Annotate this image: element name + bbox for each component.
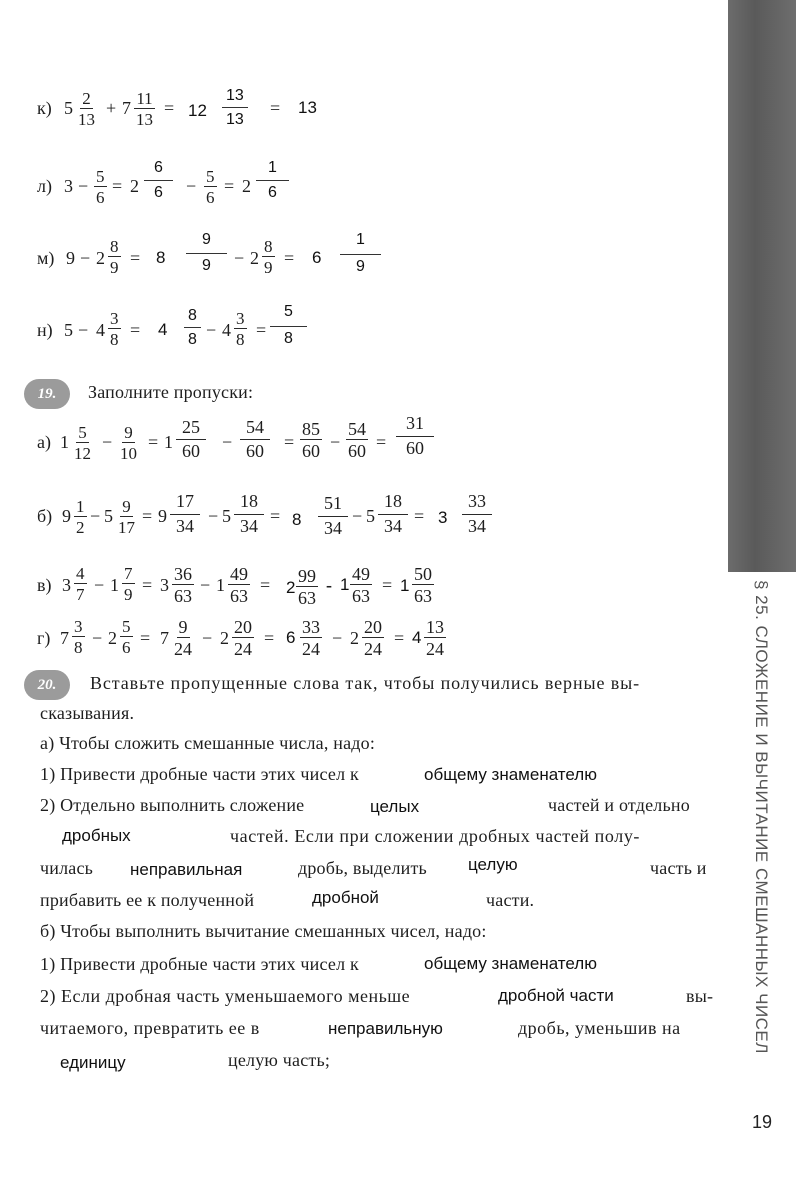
fraction xyxy=(256,160,289,201)
denominator: 63 xyxy=(414,586,432,606)
numerator: 18 xyxy=(234,492,264,515)
math-token: = xyxy=(164,98,175,118)
fraction xyxy=(108,238,121,276)
numerator: 51 xyxy=(318,494,348,517)
fraction xyxy=(300,618,322,658)
math-token: 3 xyxy=(62,575,71,595)
denominator: 24 xyxy=(426,639,444,659)
ex20-b2-start: 2) Если дробная часть уменьшаемого меньше xyxy=(40,986,411,1006)
denominator: 6 xyxy=(206,188,215,207)
fraction xyxy=(378,492,408,535)
page-number: 19 xyxy=(752,1112,773,1132)
numerator: 25 xyxy=(176,418,206,440)
numerator: 13 xyxy=(426,617,444,637)
ex20-a2-fill3: неправильная xyxy=(130,860,243,879)
denominator: 24 xyxy=(174,639,192,659)
math-token: 5 xyxy=(104,506,113,526)
math-token: = xyxy=(394,628,405,648)
numerator: 3 xyxy=(236,309,245,328)
denominator: 34 xyxy=(468,516,486,536)
numerator: 1 xyxy=(340,232,381,255)
handwritten-answer: 6 xyxy=(286,628,296,647)
fraction xyxy=(204,168,217,206)
math-token: − xyxy=(332,628,343,648)
ex20-b2-l3: целую часть; xyxy=(228,1050,331,1070)
math-token: + xyxy=(106,98,117,118)
denominator: 34 xyxy=(240,516,258,536)
ex20-a2-l3c: часть и xyxy=(650,858,707,878)
math-token: 5 xyxy=(222,506,231,526)
math-token: = xyxy=(284,248,295,268)
fraction xyxy=(144,160,173,201)
math-token: − xyxy=(78,320,89,340)
numerator: 8 xyxy=(110,237,119,256)
fraction xyxy=(222,88,248,128)
fraction xyxy=(462,492,492,535)
denominator: 9 xyxy=(264,258,273,277)
numerator: 4 xyxy=(76,564,85,583)
math-token: 1 xyxy=(164,432,173,452)
numerator: 31 xyxy=(396,414,434,437)
numerator: 1 xyxy=(256,160,289,181)
fraction xyxy=(186,232,227,274)
fraction xyxy=(94,168,107,206)
fraction xyxy=(176,418,206,460)
denominator: 6 xyxy=(96,188,105,207)
math-token: = xyxy=(112,176,123,196)
numerator: 9 xyxy=(178,617,188,637)
fraction xyxy=(74,565,87,603)
numerator: 1 xyxy=(76,497,85,516)
ex20-a2-fill5: дробной xyxy=(312,888,379,907)
math-token: = xyxy=(414,506,425,526)
ex20-b-heading: б) Чтобы выполнить вычитание смешанных чисел, надо: xyxy=(40,921,487,941)
fraction xyxy=(76,90,97,128)
fraction xyxy=(72,618,85,656)
denominator: 34 xyxy=(384,516,402,536)
denominator: 8 xyxy=(110,330,119,349)
math-token: 9 xyxy=(66,248,75,268)
math-token: − xyxy=(102,432,113,452)
math-token: = xyxy=(224,176,235,196)
denominator: 6 xyxy=(122,638,131,657)
ex20-b2-l2b: дробь, уменьшив на xyxy=(518,1018,681,1038)
numerator: 5 xyxy=(78,423,87,442)
math-token: − xyxy=(94,575,105,595)
numerator: 20 xyxy=(234,617,252,637)
denominator: 2 xyxy=(76,518,85,537)
denominator: 12 xyxy=(74,444,91,463)
handwritten-answer: 1 xyxy=(340,575,350,594)
numerator: 2 xyxy=(82,89,91,108)
denominator: 9 xyxy=(110,258,119,277)
math-token: 2 xyxy=(96,248,105,268)
handwritten-answer: 8 xyxy=(156,248,166,267)
math-token: 2 xyxy=(350,628,359,648)
numerator: 33 xyxy=(302,617,320,637)
denominator: 10 xyxy=(120,444,137,463)
ex20-a1-fill: общему знаменателю xyxy=(424,765,597,784)
fraction xyxy=(346,420,368,460)
math-token: 7 xyxy=(160,628,169,648)
math-token: − xyxy=(330,432,341,452)
math-token: − xyxy=(80,248,91,268)
math-token: 5 xyxy=(64,320,73,340)
math-token: в) xyxy=(37,575,52,595)
fraction xyxy=(184,308,201,348)
math-token: н) xyxy=(37,320,53,340)
math-token: б) xyxy=(37,506,53,526)
math-token: 1 xyxy=(60,432,69,452)
numerator: 17 xyxy=(170,492,200,515)
fraction xyxy=(424,618,446,658)
math-token: = xyxy=(382,575,393,595)
fraction xyxy=(396,414,434,457)
math-token: 7 xyxy=(122,98,131,118)
math-token: 2 xyxy=(108,628,117,648)
exercise-19-title: Заполните пропуски: xyxy=(88,382,254,402)
math-token: л) xyxy=(37,176,52,196)
math-token: = xyxy=(148,432,159,452)
denominator: 63 xyxy=(352,586,370,606)
denominator: 60 xyxy=(246,441,264,461)
denominator: 63 xyxy=(298,588,316,608)
denominator: 6 xyxy=(154,184,163,201)
denominator: 34 xyxy=(324,518,342,538)
fraction xyxy=(108,310,121,348)
math-token: − xyxy=(352,506,363,526)
fraction xyxy=(262,238,275,276)
numerator: 9 xyxy=(124,423,133,442)
denominator: 13 xyxy=(226,111,244,128)
math-token: − xyxy=(222,432,233,452)
fraction xyxy=(122,565,135,603)
denominator: 63 xyxy=(174,586,192,606)
numerator: 5 xyxy=(206,167,215,186)
fraction xyxy=(296,567,318,607)
math-token: = xyxy=(142,575,153,595)
ex20-a-heading: а) Чтобы сложить смешанные числа, надо: xyxy=(40,733,376,753)
denominator: 13 xyxy=(136,110,153,129)
denominator: 24 xyxy=(302,639,320,659)
numerator: 99 xyxy=(298,566,316,586)
math-token: 2 xyxy=(130,176,139,196)
handwritten-answer: 12 xyxy=(188,101,207,120)
math-token: − xyxy=(78,176,89,196)
fraction xyxy=(300,420,322,460)
handwritten-answer: 3 xyxy=(438,508,448,527)
handwritten-answer: 2 xyxy=(286,578,296,597)
fraction xyxy=(234,310,247,348)
ex20-a2-cont: частей. Если при сложении дробных частей полу- xyxy=(230,826,641,846)
ex20-a2-start: 2) Отдельно выполнить сложение xyxy=(40,795,305,815)
math-token: 5 xyxy=(64,98,73,118)
fraction xyxy=(134,90,155,128)
fraction xyxy=(74,498,87,536)
math-token: 2 xyxy=(242,176,251,196)
math-token: 9 xyxy=(62,506,71,526)
math-token: 1 xyxy=(216,575,225,595)
exercise-20-badge: 20. xyxy=(24,670,70,700)
numerator: 49 xyxy=(230,564,248,584)
handwritten-answer: 13 xyxy=(298,98,317,117)
handwritten-answer: 6 xyxy=(312,248,322,267)
ex20-b1-text: 1) Привести дробные части этих чисел к xyxy=(40,954,359,974)
numerator: 33 xyxy=(462,492,492,515)
numerator: 49 xyxy=(352,564,370,584)
numerator: 18 xyxy=(378,492,408,515)
math-token: 5 xyxy=(366,506,375,526)
ex20-b2-fill1: дробной части xyxy=(498,986,614,1005)
denominator: 9 xyxy=(202,257,211,274)
numerator: 54 xyxy=(348,419,366,439)
fraction xyxy=(72,424,93,462)
math-token: − xyxy=(202,628,213,648)
fraction xyxy=(172,618,194,658)
denominator: 8 xyxy=(74,638,83,657)
handwritten-answer: 4 xyxy=(412,628,422,647)
denominator: 17 xyxy=(118,518,135,537)
ex20-a2-l4b: части. xyxy=(486,890,535,910)
ex20-b2-fill2: неправильную xyxy=(328,1019,443,1038)
math-token: = xyxy=(130,320,141,340)
ex20-a2-l3a: чилась xyxy=(40,858,94,878)
fraction xyxy=(228,565,250,605)
denominator: 60 xyxy=(348,441,366,461)
ex20-a1-text: 1) Привести дробные части этих чисел к xyxy=(40,764,359,784)
math-token: − xyxy=(234,248,245,268)
numerator: 5 xyxy=(96,167,105,186)
math-token: 1 xyxy=(110,575,119,595)
denominator: 34 xyxy=(176,516,194,536)
math-token: 9 xyxy=(158,506,167,526)
math-token: = xyxy=(142,506,153,526)
numerator: 5 xyxy=(122,617,131,636)
fraction xyxy=(350,565,372,605)
numerator: 20 xyxy=(364,617,382,637)
math-token: = xyxy=(284,432,295,452)
ex20-a2-mid: частей и отдельно xyxy=(548,795,690,815)
numerator: 8 xyxy=(184,308,201,328)
fraction xyxy=(240,418,270,460)
numerator: 7 xyxy=(124,564,133,583)
math-token: − xyxy=(200,575,211,595)
math-token: м) xyxy=(37,248,55,268)
denominator: 24 xyxy=(234,639,252,659)
numerator: 13 xyxy=(222,88,248,108)
denominator: 8 xyxy=(236,330,245,349)
fraction xyxy=(340,232,381,275)
numerator: 85 xyxy=(302,419,320,439)
fraction xyxy=(116,498,137,536)
math-token: = xyxy=(256,320,267,340)
math-token: = xyxy=(264,628,275,648)
math-token: г) xyxy=(37,628,51,648)
ex20-a2-l4a: прибавить ее к полученной xyxy=(40,890,255,910)
ex20-b2-end: вы- xyxy=(686,986,714,1006)
denominator: 9 xyxy=(124,585,133,604)
denominator: 24 xyxy=(364,639,382,659)
math-token: = xyxy=(260,575,271,595)
numerator: 5 xyxy=(270,304,307,327)
math-token: = xyxy=(130,248,141,268)
math-token: − xyxy=(186,176,197,196)
math-token: 7 xyxy=(60,628,69,648)
numerator: 3 xyxy=(74,617,83,636)
math-token: 2 xyxy=(220,628,229,648)
exercise-20-line2: сказывания. xyxy=(40,703,135,723)
fraction xyxy=(120,618,133,656)
denominator: 8 xyxy=(188,331,197,348)
exercise-20-line1: Вставьте пропущенные слова так, чтобы получились верные вы- xyxy=(90,673,641,693)
handwritten-answer: 8 xyxy=(292,510,302,529)
math-token: - xyxy=(326,575,332,595)
sidebar-tab xyxy=(728,0,796,572)
denominator: 9 xyxy=(356,258,365,275)
fraction xyxy=(118,424,139,462)
denominator: 8 xyxy=(284,330,293,347)
numerator: 9 xyxy=(186,232,227,254)
math-token: 4 xyxy=(96,320,105,340)
math-token: 2 xyxy=(250,248,259,268)
fraction xyxy=(234,492,264,535)
math-token: 3 xyxy=(160,575,169,595)
fraction xyxy=(270,304,307,347)
math-token: 3 xyxy=(64,176,73,196)
fraction xyxy=(362,618,384,658)
math-token: − xyxy=(90,506,101,526)
math-token: = xyxy=(270,98,281,118)
denominator: 60 xyxy=(182,441,200,461)
math-token: = xyxy=(140,628,151,648)
math-token: − xyxy=(206,320,217,340)
numerator: 3 xyxy=(110,309,119,328)
fraction xyxy=(318,494,348,537)
denominator: 60 xyxy=(406,438,424,458)
ex20-a2-fill4: целую xyxy=(468,855,518,874)
numerator: 8 xyxy=(264,237,273,256)
math-token: а) xyxy=(37,432,51,452)
ex20-a2-fill1: целых xyxy=(370,797,420,816)
fraction xyxy=(232,618,254,658)
math-token: к) xyxy=(37,98,52,118)
sidebar-chapter-title: § 25. СЛОЖЕНИЕ И ВЫЧИТАНИЕ СМЕШАННЫХ ЧИСЕЛ xyxy=(752,580,771,1054)
denominator: 7 xyxy=(76,585,85,604)
fraction xyxy=(412,565,434,605)
fraction xyxy=(170,492,200,535)
denominator: 6 xyxy=(268,184,277,201)
denominator: 13 xyxy=(78,110,95,129)
numerator: 11 xyxy=(136,89,153,108)
math-token: 4 xyxy=(222,320,231,340)
ex20-b2-l2a: читаемого, превратить ее в xyxy=(40,1018,260,1038)
handwritten-answer: 1 xyxy=(400,576,410,595)
numerator: 36 xyxy=(174,564,192,584)
math-token: − xyxy=(92,628,103,648)
fraction xyxy=(172,565,194,605)
math-token: = xyxy=(376,432,387,452)
ex20-a2-fill2: дробных xyxy=(62,826,131,845)
ex20-a2-l3b: дробь, выделить xyxy=(298,858,427,878)
ex20-b2-fill3: единицу xyxy=(60,1053,126,1072)
numerator: 9 xyxy=(122,497,131,516)
math-token: = xyxy=(270,506,281,526)
ex20-b1-fill: общему знаменателю xyxy=(424,954,597,973)
math-token: − xyxy=(208,506,219,526)
handwritten-answer: 4 xyxy=(158,320,168,339)
numerator: 54 xyxy=(240,418,270,440)
numerator: 50 xyxy=(414,564,432,584)
denominator: 60 xyxy=(302,441,320,461)
denominator: 63 xyxy=(230,586,248,606)
exercise-19-badge: 19. xyxy=(24,379,70,409)
numerator: 6 xyxy=(144,160,173,181)
